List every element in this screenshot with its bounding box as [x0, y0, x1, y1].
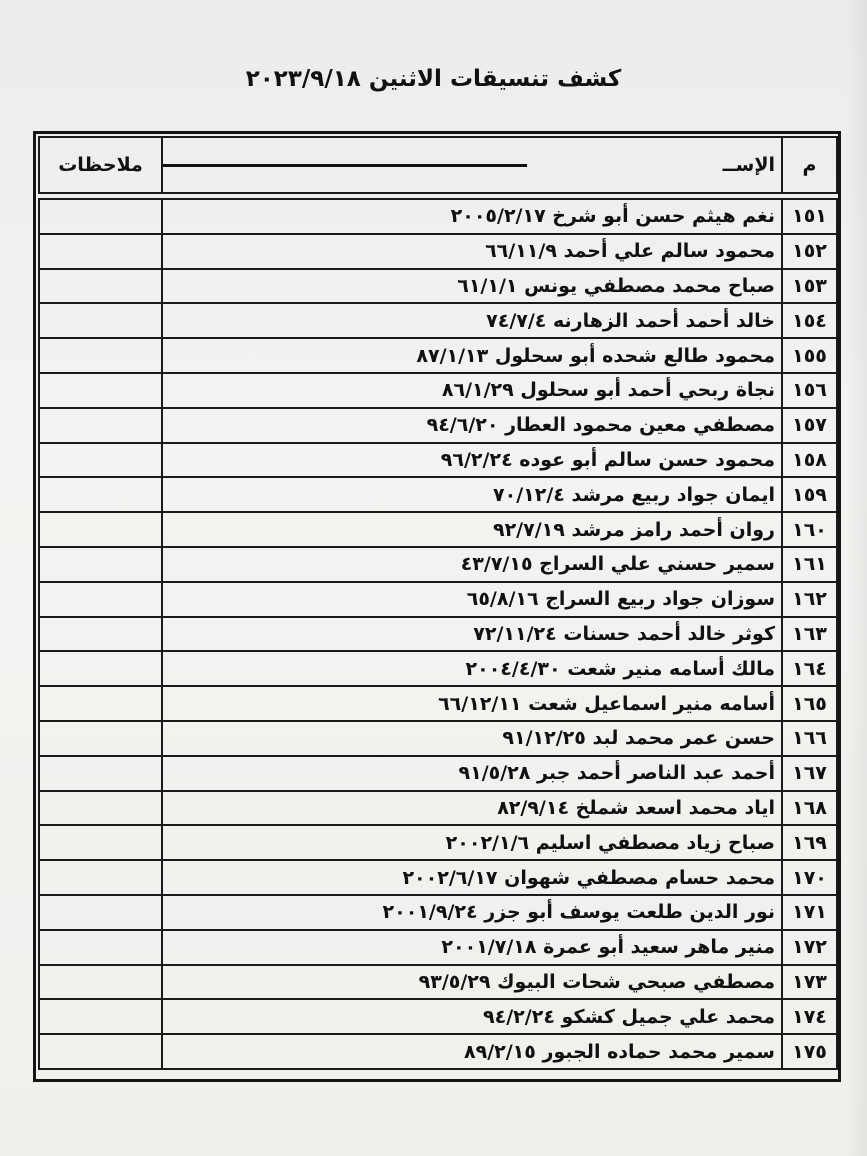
- row-name: صباح زياد مصطفي اسليم ٢٠٠٢/١/٦: [162, 825, 782, 860]
- table-row: [39, 721, 837, 756]
- table-row: [39, 512, 837, 547]
- table-row: [39, 791, 837, 826]
- row-number: ١٧٣: [782, 965, 837, 1000]
- row-number: ١٥٥: [782, 338, 837, 373]
- header-name-text: [162, 154, 775, 176]
- row-name: نور الدين طلعت يوسف أبو جزر ٢٠٠١/٩/٢٤: [162, 895, 782, 930]
- row-notes: [39, 512, 162, 547]
- page-edge-shadow: [845, 0, 867, 1156]
- row-notes: [39, 582, 162, 617]
- row-name: محمود طالع شحده أبو سحلول ٨٧/١/١٣: [162, 338, 782, 373]
- table-row: [39, 756, 837, 791]
- row-name: محمود حسن سالم أبو عوده ٩٦/٢/٢٤: [162, 443, 782, 478]
- row-number: ١٦٦: [782, 721, 837, 756]
- table-row: [39, 269, 837, 304]
- row-number: ١٥٣: [782, 269, 837, 304]
- row-notes: [39, 930, 162, 965]
- header-name-stretch: [162, 164, 527, 167]
- table-row: [39, 860, 837, 895]
- row-notes: [39, 756, 162, 791]
- row-notes: [39, 651, 162, 686]
- row-name: كوثر خالد أحمد حسنات ٧٢/١١/٢٤: [162, 617, 782, 652]
- row-name: منير ماهر سعيد أبو عمرة ٢٠٠١/٧/١٨: [162, 930, 782, 965]
- row-number: ١٧٠: [782, 860, 837, 895]
- row-notes: [39, 686, 162, 721]
- row-name: محمد علي جميل كشكو ٩٤/٢/٢٤: [162, 999, 782, 1034]
- row-number: ١٦٥: [782, 686, 837, 721]
- row-notes: [39, 791, 162, 826]
- row-name: أسامه منير اسماعيل شعت ٦٦/١٢/١١: [162, 686, 782, 721]
- row-notes: [39, 547, 162, 582]
- header-name-prefix: الإســ: [722, 154, 775, 176]
- row-number: ١٥١: [782, 199, 837, 234]
- row-name: مصطفي صبحي شحات البيوك ٩٣/٥/٢٩: [162, 965, 782, 1000]
- row-notes: [39, 234, 162, 269]
- row-name: مصطفي معين محمود العطار ٩٤/٦/٢٠: [162, 408, 782, 443]
- table-row: [39, 930, 837, 965]
- row-number: ١٧١: [782, 895, 837, 930]
- table-row: [39, 199, 837, 234]
- row-number: ١٦٤: [782, 651, 837, 686]
- row-number: ١٦٧: [782, 756, 837, 791]
- document-title: كشف تنسيقات الاثنين ٢٠٢٣/٩/١٨: [245, 66, 622, 92]
- row-notes: [39, 408, 162, 443]
- row-notes: [39, 269, 162, 304]
- table-row: [39, 303, 837, 338]
- table-row: [39, 825, 837, 860]
- row-number: ١٦٩: [782, 825, 837, 860]
- row-name: محمود سالم علي أحمد ٦٦/١١/٩: [162, 234, 782, 269]
- row-name: صباح محمد مصطفي يونس ٦١/١/١: [162, 269, 782, 304]
- table-row: [39, 338, 837, 373]
- row-name: نجاة ربحي أحمد أبو سحلول ٨٦/١/٢٩: [162, 373, 782, 408]
- row-notes: [39, 477, 162, 512]
- table-row: [39, 1034, 837, 1069]
- row-notes: [39, 443, 162, 478]
- row-notes: [39, 721, 162, 756]
- row-notes: [39, 860, 162, 895]
- row-notes: [39, 338, 162, 373]
- row-name: ايمان جواد ربيع مرشد ٧٠/١٢/٤: [162, 477, 782, 512]
- table-row: [39, 617, 837, 652]
- row-number: ١٥٨: [782, 443, 837, 478]
- table-row: [39, 895, 837, 930]
- table-row: [39, 408, 837, 443]
- row-number: ١٥٢: [782, 234, 837, 269]
- row-name: محمد حسام مصطفي شهوان ٢٠٠٢/٦/١٧: [162, 860, 782, 895]
- row-notes: [39, 617, 162, 652]
- row-notes: [39, 825, 162, 860]
- table-row: [39, 373, 837, 408]
- row-name: سمير حسني علي السراج ٤٣/٧/١٥: [162, 547, 782, 582]
- row-number: ١٦٣: [782, 617, 837, 652]
- row-number: ١٦٨: [782, 791, 837, 826]
- table-row: [39, 443, 837, 478]
- table-row: [39, 965, 837, 1000]
- table-row: [39, 547, 837, 582]
- row-name: مالك أسامه منير شعت ٢٠٠٤/٤/٣٠: [162, 651, 782, 686]
- row-name: أحمد عبد الناصر أحمد جبر ٩١/٥/٢٨: [162, 756, 782, 791]
- table-row: [39, 477, 837, 512]
- row-number: ١٦١: [782, 547, 837, 582]
- table-header-row: [39, 137, 837, 193]
- header-notes: ملاحظات: [39, 137, 162, 193]
- table-row: [39, 651, 837, 686]
- row-notes: [39, 373, 162, 408]
- table-row: [39, 582, 837, 617]
- row-name: اياد محمد اسعد شملخ ٨٢/٩/١٤: [162, 791, 782, 826]
- table-row: [39, 234, 837, 269]
- row-notes: [39, 303, 162, 338]
- row-name: خالد أحمد أحمد الزهارنه ٧٤/٧/٤: [162, 303, 782, 338]
- row-notes: [39, 1034, 162, 1069]
- row-notes: [39, 895, 162, 930]
- table-row: [39, 999, 837, 1034]
- names-table: [38, 136, 838, 1070]
- row-notes: [39, 965, 162, 1000]
- row-number: ١٥٤: [782, 303, 837, 338]
- row-number: ١٥٦: [782, 373, 837, 408]
- row-name: سوزان جواد ربيع السراج ٦٥/٨/١٦: [162, 582, 782, 617]
- row-name: روان أحمد رامز مرشد ٩٢/٧/١٩: [162, 512, 782, 547]
- row-number: ١٧٤: [782, 999, 837, 1034]
- row-notes: [39, 999, 162, 1034]
- row-notes: [39, 199, 162, 234]
- row-number: ١٦٠: [782, 512, 837, 547]
- table-row: [39, 686, 837, 721]
- table-body: [39, 193, 837, 1069]
- row-number: ١٧٥: [782, 1034, 837, 1069]
- row-name: نغم هيثم حسن أبو شرخ ٢٠٠٥/٢/١٧: [162, 199, 782, 234]
- row-name: سمير محمد حماده الجبور ٨٩/٢/١٥: [162, 1034, 782, 1069]
- row-number: ١٥٩: [782, 477, 837, 512]
- row-number: ١٧٢: [782, 930, 837, 965]
- header-name: [162, 137, 782, 193]
- row-number: ١٦٢: [782, 582, 837, 617]
- row-name: حسن عمر محمد لبد ٩١/١٢/٢٥: [162, 721, 782, 756]
- row-number: ١٥٧: [782, 408, 837, 443]
- header-number: م: [782, 137, 837, 193]
